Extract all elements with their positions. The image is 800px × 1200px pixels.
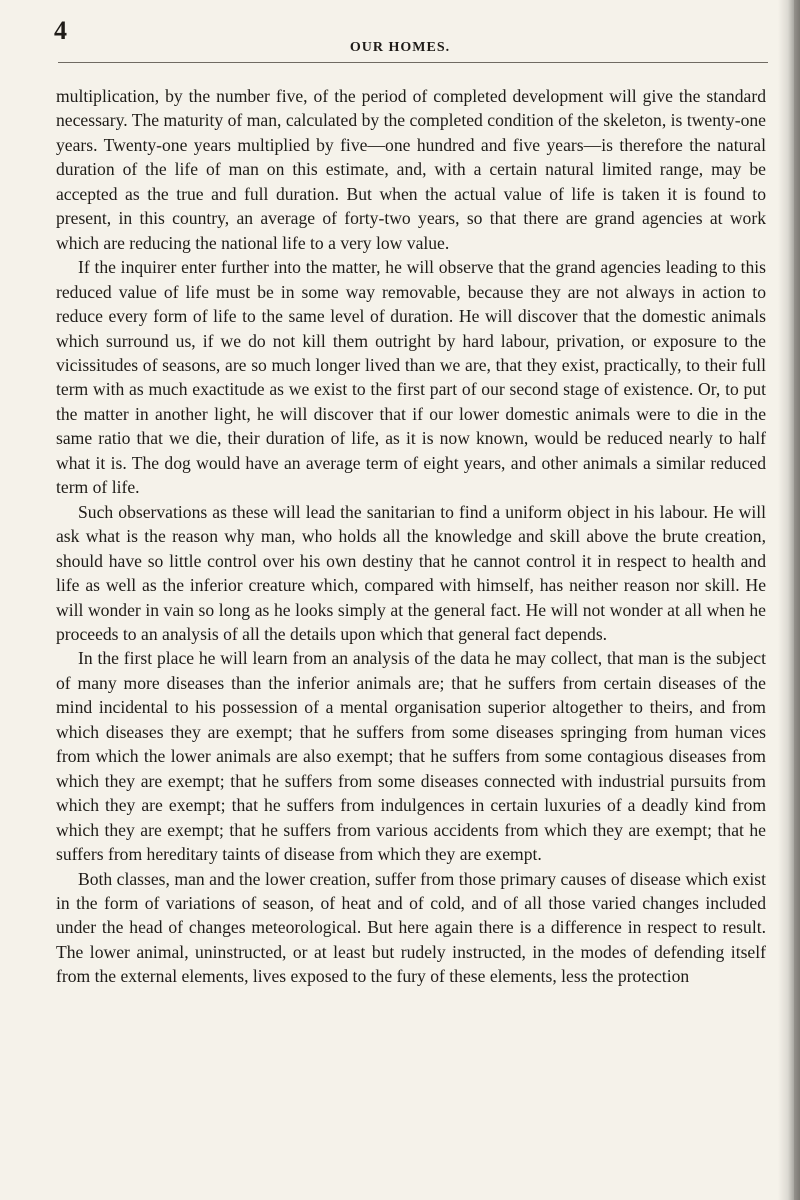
paragraph-1: multiplication, by the number five, of the period of completed development will give the standard necessary. The maturity of man, calculated by the completed condition of the skeleton, is twenty-one years. Twenty-one years multiplied by five—one hundred and five years—is therefore the natural duration of the life of man on this estimate, and, with a certain natural limited range, may be accepted as the true and full duration. But when the actual value of life is taken it is found to present, in this country, an average of forty-two years, so that there are grand agencies at work which are reducing the national life to a very low value.	[56, 86, 766, 253]
running-head: OUR HOMES.	[349, 40, 451, 55]
body-text	[56, 84, 766, 989]
header-rule	[58, 62, 768, 63]
paragraph-2: If the inquirer enter further into the matter, he will observe that the grand agencies leading to this reduced value of life must be in some way removable, because they are not always in action to reduce every form of life to the same level of duration. He will discover that the domestic animals which surround us, if we do not kill them outright by hard labour, privation, or exposure to the vicissitudes of seasons, are so much longer lived than we are, that they exist, practically, to their full term with as much exactitude as we exist to the first part of our second stage of existence. Or, to put the matter in another light, he will discover that if our lower domestic animals were to die in the same ratio that we die, their duration of life, as it is now known, would be reduced nearly to half what it is. The dog would have an average term of eight years, and other animals a similar reduced term of life.	[56, 257, 766, 498]
page-edge-band	[794, 0, 800, 1200]
paragraph-3: Such observations as these will lead the sanitarian to find a uniform object in his labour. He will ask what is the reason why man, who holds all the knowledge and skill above the brute creation, should have so little control over his own destiny that he cannot control it in respect to health and life as well as the inferior creature which, compared with himself, has neither reason nor skill. He will wonder in vain so long as he looks simply at the general fact. He will not wonder at all when he proceeds to an analysis of all the details upon which that general fact depends.	[56, 501, 766, 644]
paragraph-4: In the first place he will learn from an analysis of the data he may collect, that man is the subject of many more diseases than the inferior animals are; that he suffers from certain diseases of the mind incidental to his possession of a mental organisation superior altogether to theirs, and from which diseases they are exempt; that he suffers from some diseases springing from human vices from which the lower animals are also exempt; that he suffers from some contagious diseases from which they are exempt; that he suffers from some diseases connected with industrial pursuits from which they are exempt; that he suffers from indulgences in certain luxuries of a deadly kind from which they are exempt; that he suffers from various accidents from which they are exempt; that he suffers from hereditary taints of disease from which they are exempt.	[56, 648, 766, 865]
page-number: 4	[54, 16, 67, 45]
paragraph-5: Both classes, man and the lower creation, suffer from those primary causes of disease which exist in the form of variations of season, of heat and of cold, and of all those varied changes included under the head of changes meteorological. But here again there is a difference in respect to result. The lower animal, uninstructed, or at least but rudely instructed, in the modes of defending itself from the external elements, lives exposed to the fury of these elements, less the protection	[56, 868, 766, 987]
